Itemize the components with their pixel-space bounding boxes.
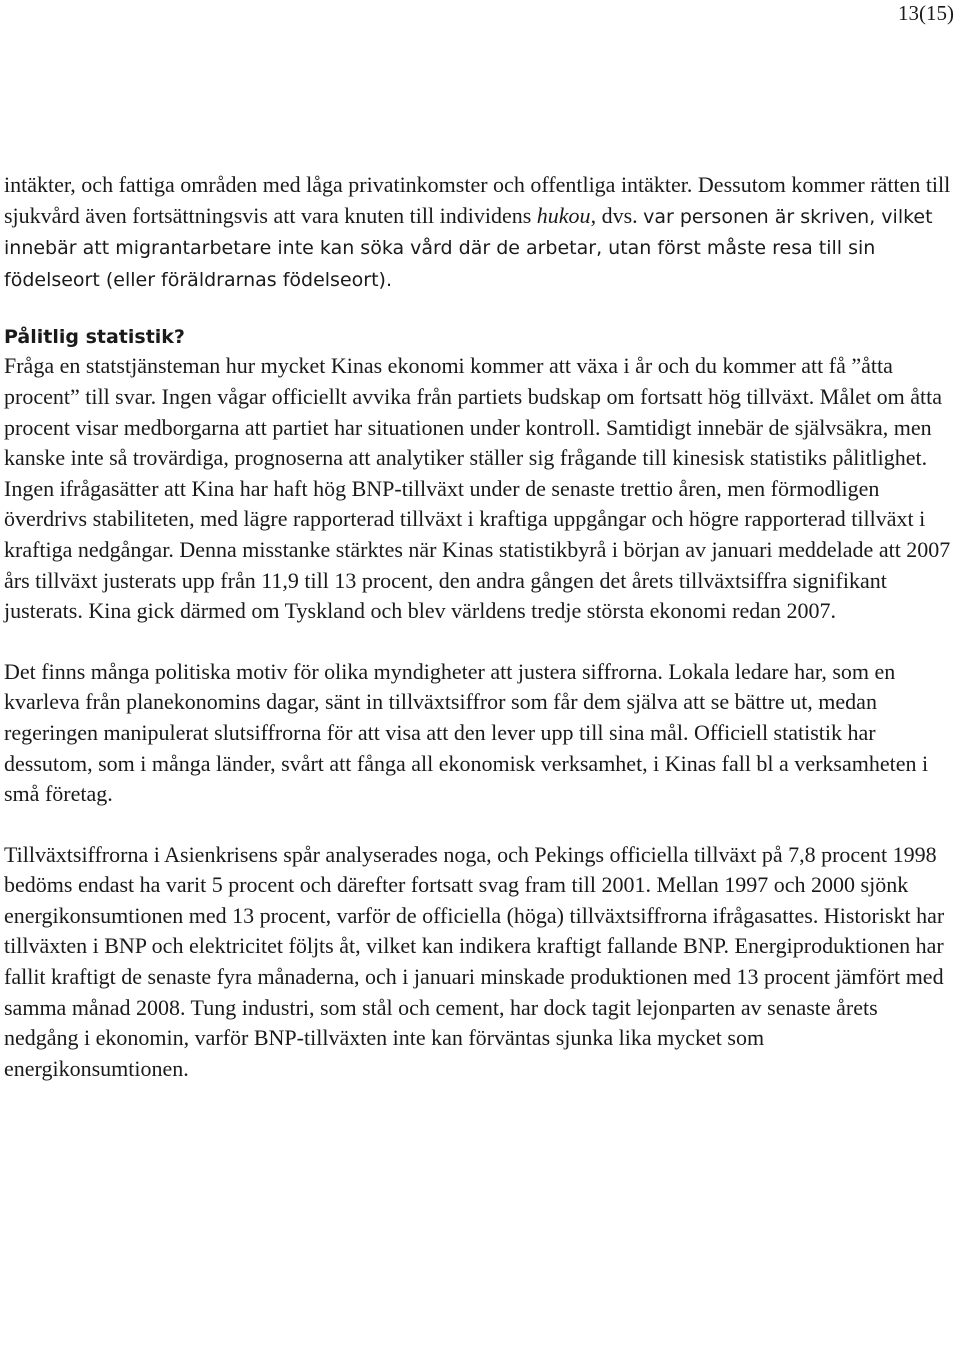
hukou-term: hukou (536, 202, 591, 228)
page-number: 13(15) (898, 1, 954, 25)
document-body (4, 170, 954, 1084)
section-heading: Pålitlig statistik? (4, 326, 185, 349)
paragraph-hukou (4, 170, 954, 295)
paragraph-statistics: Fråga en statstjänsteman hur mycket Kinas ekonomi kommer att växa i år och du kommer att få ”åtta procent” till svar. Ingen vågar officiellt avvika från partiets budskap om fortsatt hög tillväxt. Målet om åtta procent visar medborgarna att partiet har situationen under kontroll. Samtidigt innebär de självsäkra, men kanske inte så trovärdiga, prognoserna att analytiker ställer sig frågande till kinesisk statistiks pålitlighet. Ingen ifrågasätter att Kina har haft hög BNP-tillväxt under de senaste trettio åren, men förmodligen överdrivs stabiliteten, med lägre rapporterad tillväxt i kraftiga uppgångar och högre rapporterad tillväxt i kraftiga nedgångar. Denna misstanke stärktes när Kinas statistikbyrå i början av januari meddelade att 2007 års tillväxt justerats upp från 11,9 till 13 procent, den andra gången det årets tillväxtsiffra signifikant justerats. Kina gick därmed om Tyskland och blev världens tredje största ekonomi redan 2007. (4, 353, 951, 624)
paragraph-text: , dvs. (590, 202, 644, 228)
paragraph-motives: Det finns många politiska motiv för olika myndigheter att justera siffrorna. Lokala ledare har, som en kvarleva från planekonomins dagar, sänt in tillväxtsiffror som får dem själva att se bättre ut, medan regeringen manipulerat slutsiffrorna för att visa att den lever upp till sina mål. Officiell statistik har dessutom, som i många länder, svårt att fånga all ekonomisk verksamhet, i Kinas fall bl a verksamheten i små företag. (4, 658, 929, 807)
paragraph-text: intäkter, och fattiga områden med låga privatinkomster och offentliga intäkter. Dessutom kommer rätten till sjukvård även fortsättningsvis att vara knuten till individens (4, 172, 951, 228)
paragraph-text: var personen är skriven, vilket innebär att migrantarbetare inte kan söka vård där de arbetar, utan först måste resa till sin födelseort (eller föräldrarnas födelseort). (4, 205, 933, 291)
paragraph-asia-crisis: Tillväxtsiffrorna i Asienkrisens spår analyserades noga, och Pekings officiella tillväxt på 7,8 procent 1998 bedöms endast ha varit 5 procent och därefter fortsatt svag fram till 2001. Mellan 1997 och 2000 sjönk energikonsumtionen med 13 procent, varför de officiella (höga) tillväxtsiffrorna ifrågasattes. Historiskt har tillväxten i BNP och elektricitet följts åt, vilket kan indikera kraftigt fallande BNP. Energiproduktionen har fallit kraftigt de senaste fyra månaderna, och i januari minskade produktionen med 13 procent jämfört med samma månad 2008. Tung industri, som stål och cement, har dock tagit lejonparten av senaste årets nedgång i ekonomin, varför BNP-tillväxten inte kan förväntas sjunka lika mycket som energikonsumtionen. (4, 841, 945, 1081)
